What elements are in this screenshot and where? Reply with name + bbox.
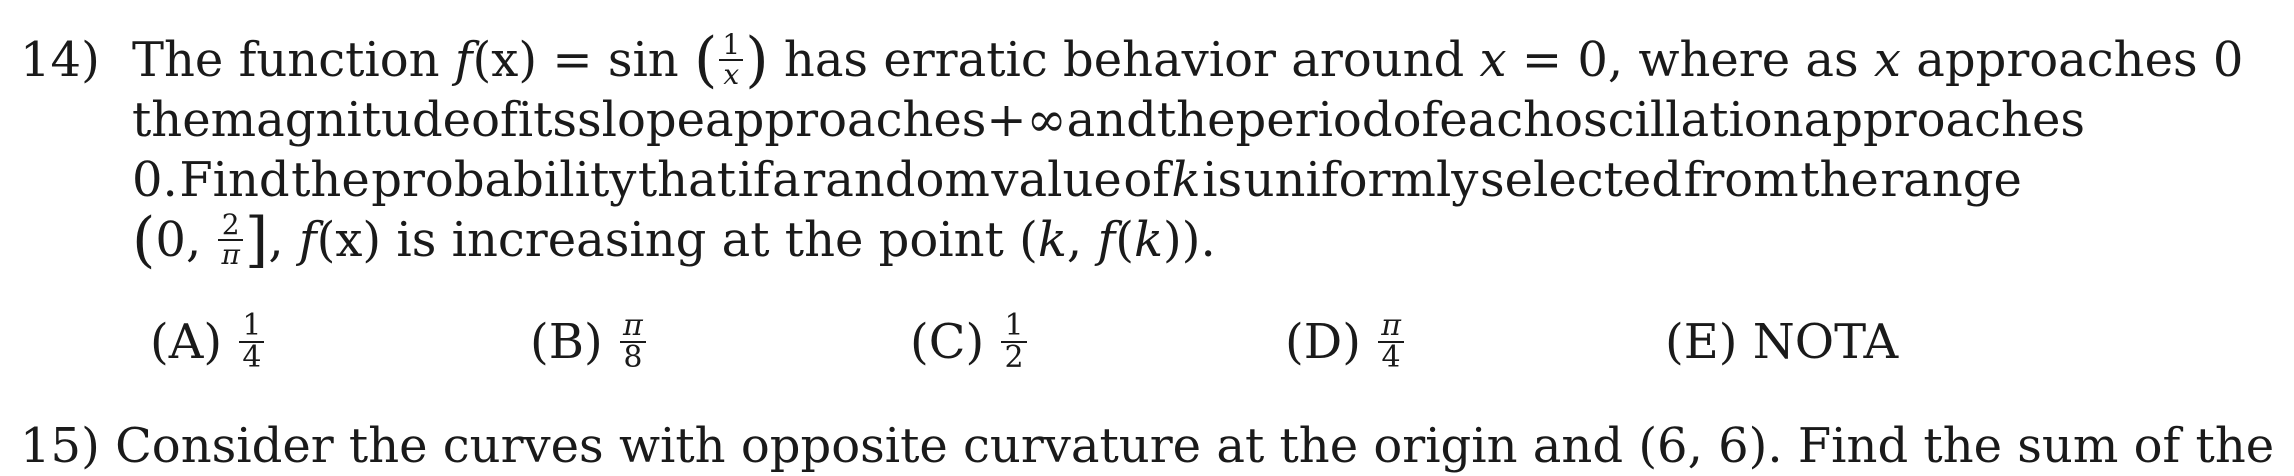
word: magnitude	[210, 92, 472, 148]
word: selected	[1479, 152, 1683, 208]
word: random	[802, 152, 990, 208]
next-problem-partial: 15) Consider the curves with opposite curvature at the origin and (6, 6). Find the sum of the	[20, 418, 2275, 474]
word: range	[1880, 152, 2022, 208]
problem-number: 14)	[20, 32, 100, 88]
word: a	[772, 152, 801, 208]
fraction-two-over-pi: $\frac{2}{\pi}$	[218, 211, 242, 269]
word: of	[1392, 92, 1440, 148]
word: 0.	[132, 152, 178, 208]
word: that	[637, 152, 736, 208]
point-expression: (k, f(k)).	[1019, 212, 1216, 268]
word: slope	[577, 92, 706, 148]
problem-stem	[132, 24, 2244, 275]
choice-b[interactable]: (B) $\frac{\pi}{8}$	[530, 312, 648, 377]
word: value	[991, 152, 1122, 208]
word: approaches	[1803, 92, 2085, 148]
word: the	[132, 92, 211, 148]
word: its	[517, 92, 578, 148]
stem-line-4: (0, $\frac{2}{\pi}$ ], f(x) is increasing at the point (k, f(k)).	[132, 204, 1216, 275]
stem-line-1: The function f(x) = sin ( $\frac{1}{x}$ ) has erratic behavior around x = 0, where as x approaches 0	[132, 24, 2244, 95]
word: approaches	[705, 92, 987, 148]
word: of	[1123, 152, 1171, 208]
choice-a[interactable]: (A) $\frac{1}{4}$	[150, 312, 266, 377]
word: if	[737, 152, 771, 208]
word: the	[1800, 152, 1879, 208]
word: the	[291, 152, 370, 208]
word: uniformly	[1243, 152, 1479, 208]
answer-choices	[0, 307, 2294, 375]
stem-line-2	[132, 90, 2085, 150]
word: Find	[179, 152, 290, 208]
choice-c[interactable]: (C) $\frac{1}{2}$	[910, 312, 1029, 377]
word: is	[1202, 152, 1243, 208]
word: period	[1235, 92, 1393, 148]
word: and	[1066, 92, 1157, 148]
word: of	[471, 92, 518, 148]
choice-e[interactable]: (E) NOTA	[1665, 314, 1899, 370]
word: k	[1171, 152, 1201, 208]
fraction-one-over-x: $\frac{1}{x}$	[719, 31, 743, 89]
word: oscillation	[1554, 92, 1804, 148]
word: the	[1156, 92, 1236, 148]
choice-d[interactable]: (D) $\frac{\pi}{4}$	[1285, 312, 1406, 377]
word: +∞	[986, 92, 1067, 148]
word: each	[1439, 92, 1555, 148]
word: probability	[371, 152, 637, 208]
stem-line-3	[132, 150, 2022, 210]
word: from	[1683, 152, 1799, 208]
